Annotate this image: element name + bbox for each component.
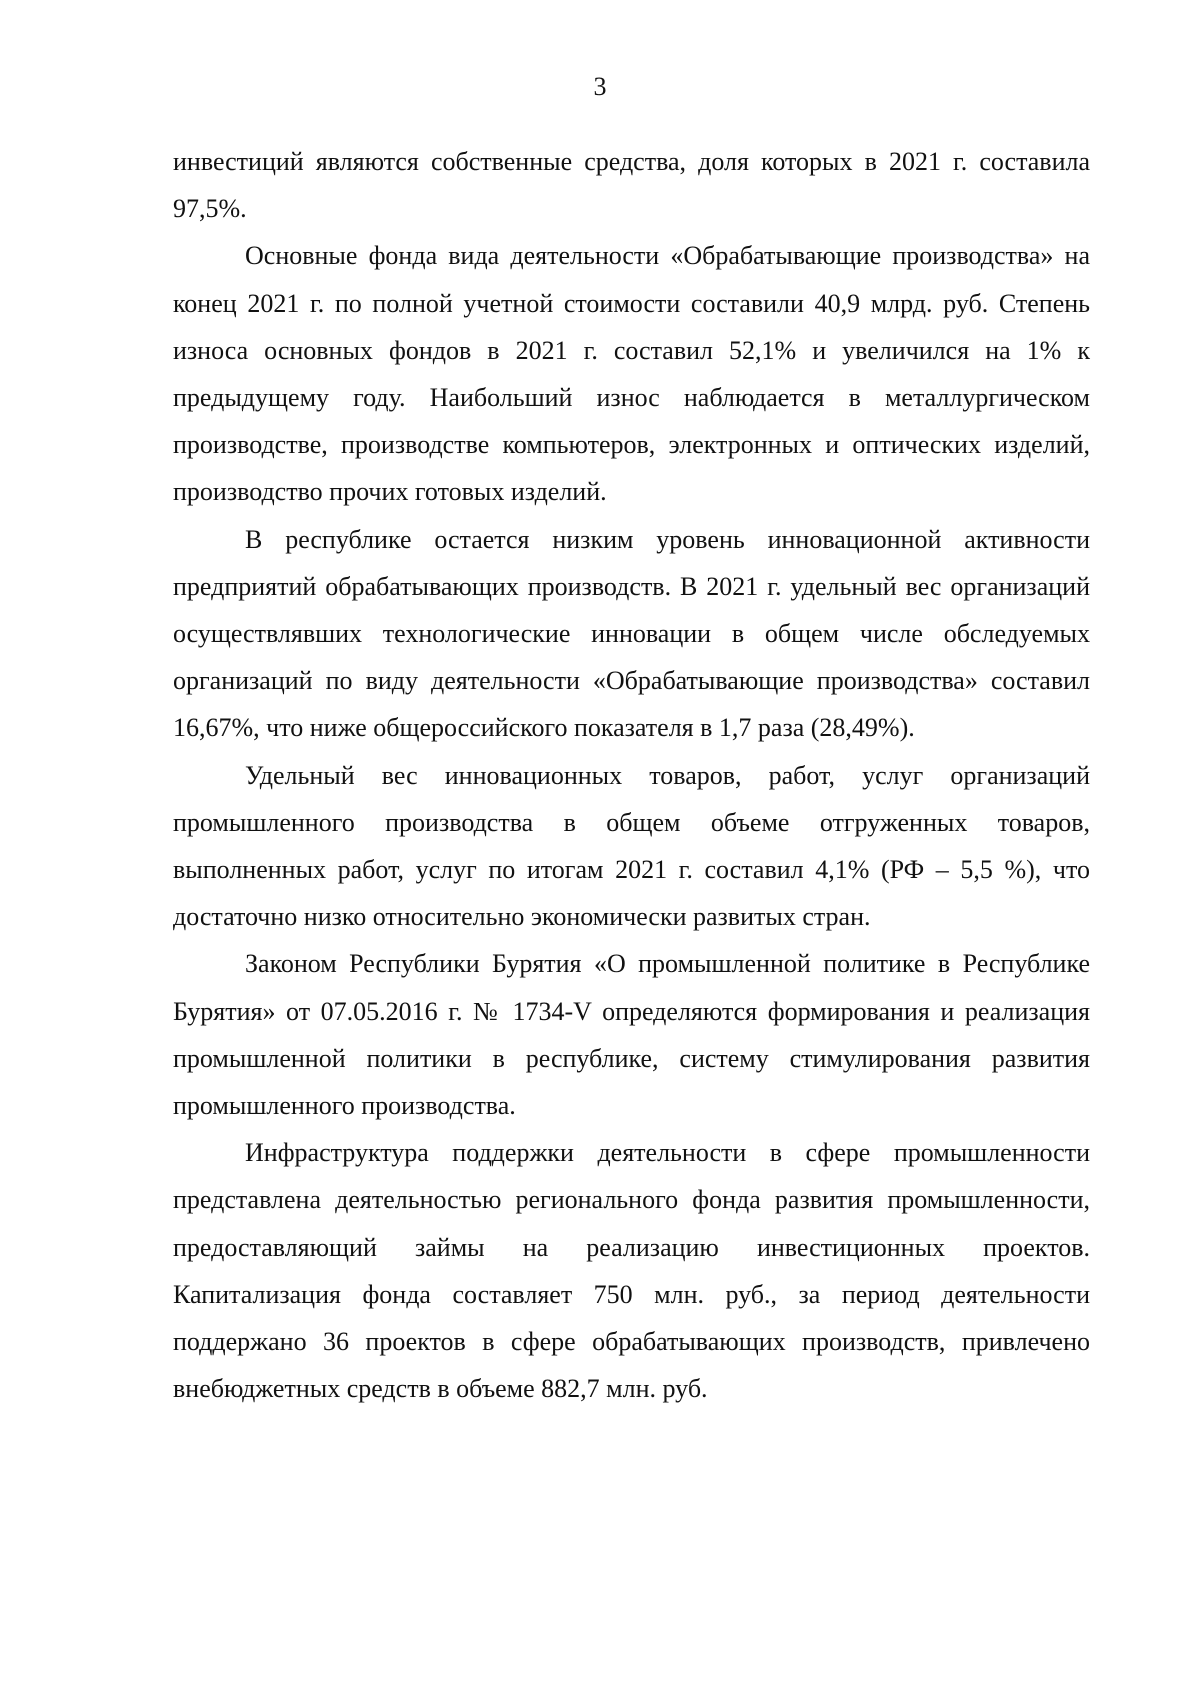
paragraph-innovative-goods-share: Удельный вес инновационных товаров, работ, услуг организаций промышленного производства в общем объеме отгруженных товаров, выполненных работ, услуг по итогам 2021 г. составил 4,1% (РФ – 5,5 %), что достаточно низко относительно экономически развитых стран. xyxy=(173,760,1090,932)
paragraph-industrial-policy-law: Законом Республики Бурятия «О промышленной политике в Республике Бурятия» от 07.05.2016 г. № 1734-V определяются формирования и реализация промышленной политики в республике, систему стимулирования развития промышленного производства. xyxy=(173,949,1090,1121)
paragraph-continuation: инвестиций являются собственные средства, доля которых в 2021 г. составила 97,5%. xyxy=(173,147,1090,224)
page-number: 3 xyxy=(593,72,607,101)
paragraph-fixed-assets: Основные фонда вида деятельности «Обрабатывающие производства» на конец 2021 г. по полной учетной стоимости составили 40,9 млрд. руб. Степень износа основных фондов в 2021 г. составил 52,1% и увеличился на 1% к предыдущему году. Наибольший износ наблюдается в металлургическом производстве, производстве компьютеров, электронных и оптических изделий, производство прочих готовых изделий. xyxy=(173,241,1090,507)
paragraph-support-infrastructure: Инфраструктура поддержки деятельности в сфере промышленности представлена деятельностью регионального фонда развития промышленности, предоставляющий займы на реализацию инвестиционных проектов. Капитализация фонда составляет 750 млн. руб., за период деятельности поддержано 36 проектов в сфере обрабатывающих производств, привлечено внебюджетных средств в объеме 882,7 млн. руб. xyxy=(173,1138,1090,1404)
body-text xyxy=(173,138,1090,1412)
paragraph-innovation-activity: В республике остается низким уровень инновационной активности предприятий обрабатывающих производств. В 2021 г. удельный вес организаций осуществлявших технологические инновации в общем числе обследуемых организаций по виду деятельности «Обрабатывающие производства» составил 16,67%, что ниже общероссийского показателя в 1,7 раза (28,49%). xyxy=(173,524,1090,743)
